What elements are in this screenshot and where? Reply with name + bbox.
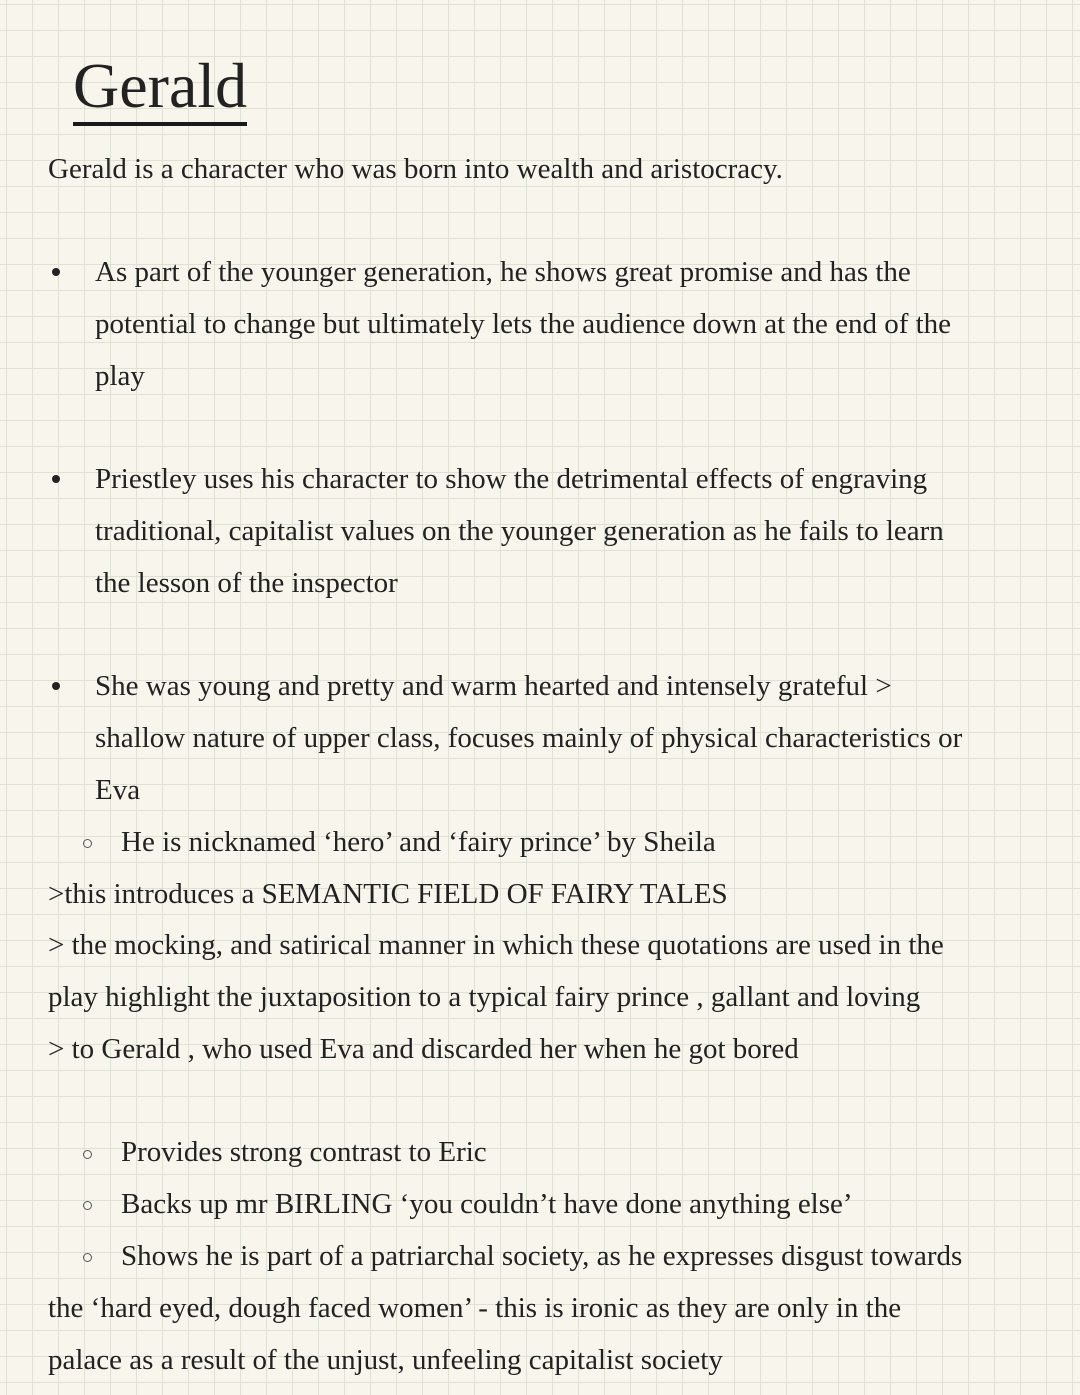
circle-bullet-icon	[83, 1201, 92, 1210]
bullet-3-line-3: Eva	[95, 774, 141, 806]
bullet-2-line-1: Priestley uses his character to show the detrimental effects of engraving	[95, 463, 928, 495]
circle-bullet-icon	[83, 1253, 92, 1262]
bullet-2-line-3: the lesson of the inspector	[95, 567, 398, 599]
intro-text: Gerald is a character who was born into wealth and aristocracy.	[48, 153, 783, 185]
closing-line-1: the ‘hard eyed, dough faced women’ - this is ironic as they are only in the	[48, 1292, 902, 1324]
page-title: Gerald	[73, 50, 247, 126]
sub-point-2: Backs up mr BIRLING ‘you couldn’t have done anything else’	[121, 1188, 853, 1220]
circle-bullet-icon	[83, 839, 92, 848]
bullet-3-line-1: She was young and pretty and warm hearted and intensely grateful >	[95, 670, 892, 702]
bullet-1-line-1: As part of the younger generation, he shows great promise and has the	[95, 256, 911, 288]
bullet-1-line-2: potential to change but ultimately lets the audience down at the end of the	[95, 308, 952, 340]
semantic-line-4: > to Gerald , who used Eva and discarded her when he got bored	[48, 1033, 799, 1065]
circle-bullet-icon	[83, 1150, 92, 1159]
sub-point-3: Shows he is part of a patriarchal society, as he expresses disgust towards	[121, 1240, 963, 1272]
nickname-point: He is nicknamed ‘hero’ and ‘fairy prince’ by Sheila	[121, 826, 716, 858]
bullet-2-line-2: traditional, capitalist values on the younger generation as he fails to learn	[95, 515, 944, 547]
bullet-icon	[52, 475, 60, 483]
bullet-icon	[52, 268, 60, 276]
sub-point-1: Provides strong contrast to Eric	[121, 1136, 487, 1168]
bullet-3-line-2: shallow nature of upper class, focuses mainly of physical characteristics or	[95, 722, 963, 754]
bullet-icon	[52, 682, 60, 690]
semantic-line-2: > the mocking, and satirical manner in which these quotations are used in the	[48, 929, 944, 961]
closing-line-2: palace as a result of the unjust, unfeeling capitalist society	[48, 1344, 723, 1376]
bullet-1-line-3: play	[95, 360, 145, 392]
semantic-line-3: play highlight the juxtaposition to a typical fairy prince , gallant and loving	[48, 981, 921, 1013]
semantic-line-1: >this introduces a SEMANTIC FIELD OF FAIRY TALES	[48, 878, 728, 910]
